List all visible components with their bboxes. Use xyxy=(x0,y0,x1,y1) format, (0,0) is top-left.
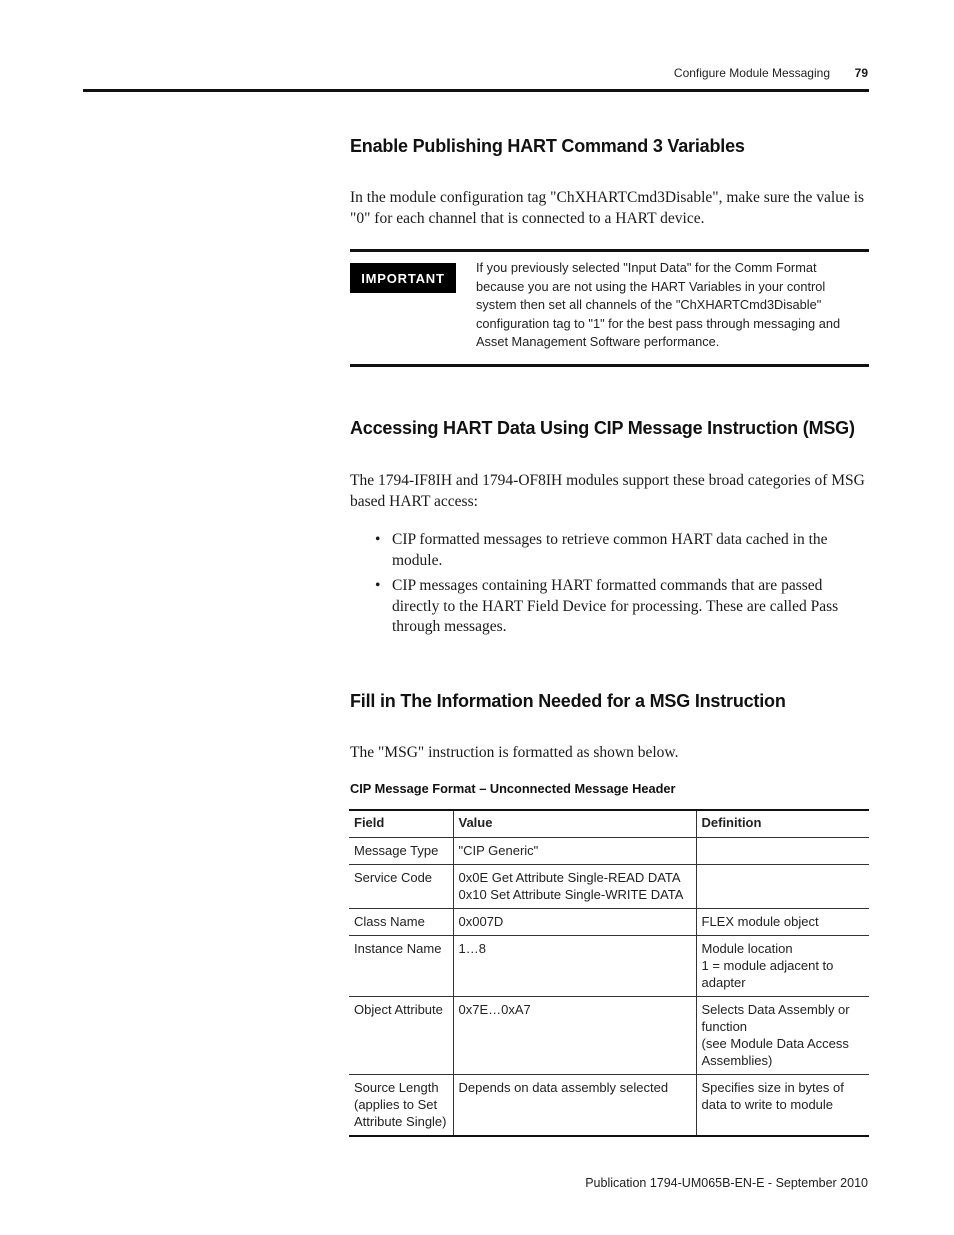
table-row xyxy=(349,865,869,909)
section1-paragraph: In the module configuration tag "ChXHARTCmd3Disable", make sure the value is "0" for each channel that is connected to a HART device. xyxy=(350,189,865,227)
table-cell: Specifies size in bytes of data to write to module xyxy=(696,1075,869,1137)
column-header-value: Value xyxy=(453,810,696,838)
section-heading-accessing-hart-data: Accessing HART Data Using CIP Message Instruction (MSG) xyxy=(350,418,855,438)
table-cell: "CIP Generic" xyxy=(453,838,696,865)
list-item-text: CIP messages containing HART formatted commands that are passed directly to the HART Field Device for processing. These are called Pass through messages. xyxy=(392,577,839,635)
table-cell: 0x007D xyxy=(453,909,696,936)
table-cell: 1…8 xyxy=(453,936,696,997)
section2-paragraph: The 1794-IF8IH and 1794-OF8IH modules support these broad categories of MSG based HART access: xyxy=(350,472,865,510)
list-item-text: CIP formatted messages to retrieve common HART data cached in the module. xyxy=(392,531,828,569)
table-row xyxy=(349,936,869,997)
important-note-text: If you previously selected "Input Data" for the Comm Format because you are not using the HART Variables in your control system then set all channels of the "ChXHARTCmd3Disable" configuration tag to "1" for the best pass through messaging and Asset Management Software performance. xyxy=(476,260,841,349)
table-header-row xyxy=(349,810,869,838)
section-heading-fill-in-msg: Fill in The Information Needed for a MSG Instruction xyxy=(350,691,786,711)
table-cell: 0x0E Get Attribute Single-READ DATA 0x10 Set Attribute Single-WRITE DATA xyxy=(453,865,696,909)
table-row xyxy=(349,997,869,1075)
important-badge: IMPORTANT xyxy=(350,263,456,293)
table-cell: Message Type xyxy=(349,838,453,865)
important-bottom-rule xyxy=(350,364,869,367)
table-cell: Object Attribute xyxy=(349,997,453,1075)
list-item xyxy=(372,530,870,571)
table-row xyxy=(349,1075,869,1137)
important-top-rule xyxy=(350,249,869,252)
list-item xyxy=(372,576,870,638)
column-header-field: Field xyxy=(349,810,453,838)
table-cell: Depends on data assembly selected xyxy=(453,1075,696,1137)
publication-footer: Publication 1794-UM065B-EN-E - September 2010 xyxy=(585,1176,868,1190)
table-cell: Selects Data Assembly or function (see Module Data Access Assemblies) xyxy=(696,997,869,1075)
table-cell: FLEX module object xyxy=(696,909,869,936)
table-cell: Source Length (applies to Set Attribute Single) xyxy=(349,1075,453,1137)
table-row xyxy=(349,909,869,936)
column-header-definition: Definition xyxy=(696,810,869,838)
bullet-icon: • xyxy=(375,577,381,594)
cip-message-format-table xyxy=(349,809,869,1137)
section3-paragraph: The "MSG" instruction is formatted as shown below. xyxy=(350,744,679,761)
header-rule xyxy=(83,89,869,92)
table-caption: CIP Message Format – Unconnected Message Header xyxy=(350,781,676,796)
table-cell: Service Code xyxy=(349,865,453,909)
page-number: 79 xyxy=(854,66,868,80)
bullet-list xyxy=(372,530,870,643)
table-cell xyxy=(696,865,869,909)
table-cell: Instance Name xyxy=(349,936,453,997)
bullet-icon: • xyxy=(375,531,381,548)
table-cell xyxy=(696,838,869,865)
table-cell: 0x7E…0xA7 xyxy=(453,997,696,1075)
table-cell: Class Name xyxy=(349,909,453,936)
table-row xyxy=(349,838,869,865)
section-heading-enable-publishing: Enable Publishing HART Command 3 Variables xyxy=(350,136,745,156)
running-title: Configure Module Messaging xyxy=(673,66,830,80)
table-cell: Module location 1 = module adjacent to adapter xyxy=(696,936,869,997)
